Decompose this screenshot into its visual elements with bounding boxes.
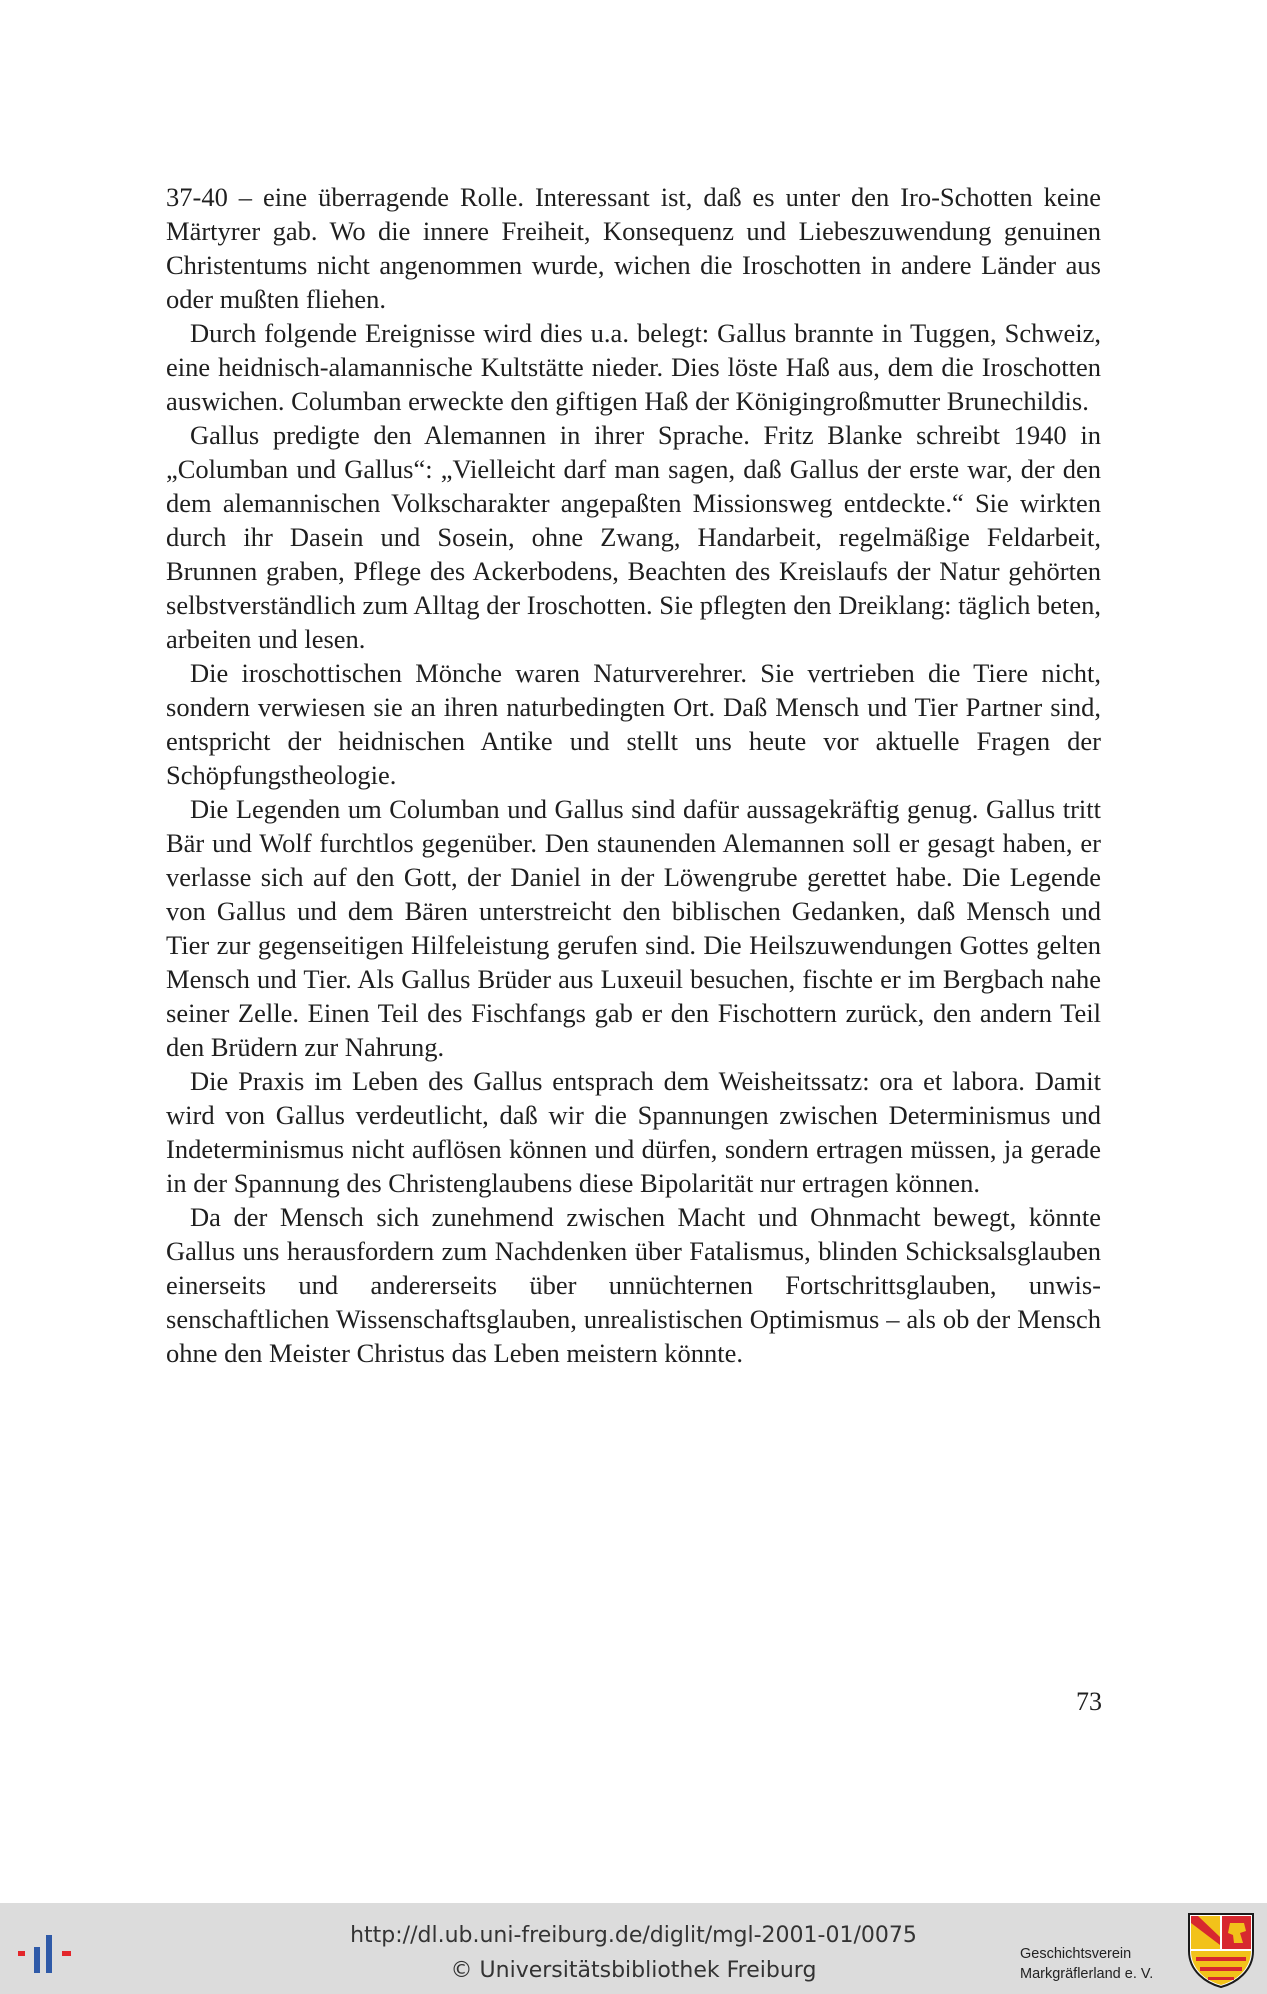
logo-bar-right — [62, 1951, 71, 1956]
paragraph-2: Durch folgende Ereignisse wird dies u.a. belegt: Gallus brannte in Tuggen, Schweiz, eine heidnisch-alamannische Kultstätte nieder. Dies löste Haß aus, dem die Iroschotten auswichen. Columban erweckte den giftigen Haß der Königingroßmutter Brunechildis. — [166, 318, 1101, 416]
paragraph-5: Die Legenden um Columban und Gallus sind dafür aussagekräftig genug. Gallus tritt Bär und Wolf furchtlos gegenüber. Den staunenden Alemannen soll er gesagt haben, er verlasse sich auf den Gott, der Daniel in der Löwengrube gerettet habe. Die Legende von Gallus und dem Bären unterstreicht den biblischen Gedanken, daß Mensch und Tier zur gegenseitigen Hilfeleistung gerufen sind. Die Heilszuwendungen Gottes gelten Mensch und Tier. Als Gallus Brüder aus Luxeuil besuchen, fischte er im Bergbach nahe seiner Zelle. Einen Teil des Fischfangs gab er den Fischottern zurück, den andern Teil den Brüdern zur Nahrung. — [166, 794, 1101, 1062]
coat-of-arms-icon[interactable] — [1186, 1911, 1256, 1989]
paragraph-4: Die iroschottischen Mönche waren Naturverehrer. Sie vertrieben die Tiere nicht, sondern verwiesen sie an ihren naturbedingten Ort. Daß Mensch und Tier Partner sind, entspricht der heidnischen Antike und stellt uns heute vor aktuelle Fragen der Schöpfungstheologie. — [166, 658, 1101, 790]
paragraph-7: Da der Mensch sich zunehmend zwischen Macht und Ohnmacht bewegt, könnte Gallus uns herausfordern zum Nachdenken über Fatalismus, blinden Schicksalsglauben einerseits und andererseits über unnüchternen Fortschrittsglauben, unwissenschaftlichen Wissenschaftsglauben, unrealistischen Optimismus – als ob der Mensch ohne den Meister Christus das Leben meistern könnte. — [166, 1202, 1101, 1368]
page-body — [166, 180, 1101, 1370]
copyright-notice: © Universitätsbibliothek Freiburg — [450, 1958, 817, 1983]
footer-bar — [0, 1903, 1267, 1994]
paragraph-6: Die Praxis im Leben des Gallus entsprach dem Weisheitssatz: ora et labora. Damit wird von Gallus verdeutlicht, daß wir die Spannungen zwischen Determinismus und Indeterminismus nicht auflösen können und dürfen, sondern ertragen müssen, ja gerade in der Spannung des Christenglaubens diese Bipolarität nur ertragen können. — [166, 1066, 1101, 1198]
logo-bar-left — [18, 1951, 25, 1956]
society-name-line-1: Geschichtsverein — [1020, 1946, 1132, 1962]
paragraph-1: 37-40 – eine überragende Rolle. Interessant ist, daß es unter den Iro-Schotten keine Märtyrer gab. Wo die innere Freiheit, Konsequenz und Liebeszuwendung genuinen Christentums nicht angenommen wurde, wichen die Iroschotten in andere Länder aus oder mußten fliehen. — [166, 182, 1101, 314]
paragraph-3: Gallus predigte den Alemannen in ihrer Sprache. Fritz Blanke schreibt 1940 in „Columban und Gallus“: „Vielleicht darf man sagen, daß Gallus der erste war, der den dem alemannischen Volkscharakter angepaßten Missionsweg entdeckte.“ Sie wirkten durch ihr Dasein und Sosein, ohne Zwang, Handarbeit, regelmäßige Feldarbeit, Brunnen graben, Pflege des Ackerbodens, Beachten des Kreislaufs der Natur gehörten selbstverständlich zum Alltag der Iroschotten. Sie pflegten den Dreiklang: täglich beten, arbeiten und lesen. — [166, 420, 1101, 654]
society-name-line-2: Markgräflerland e. V. — [1020, 1966, 1154, 1982]
page-number: 73 — [1076, 1687, 1102, 1716]
document-url-link[interactable]: http://dl.ub.uni-freiburg.de/diglit/mgl-2001-01/0075 — [350, 1923, 917, 1948]
society-name — [1020, 1944, 1180, 1984]
